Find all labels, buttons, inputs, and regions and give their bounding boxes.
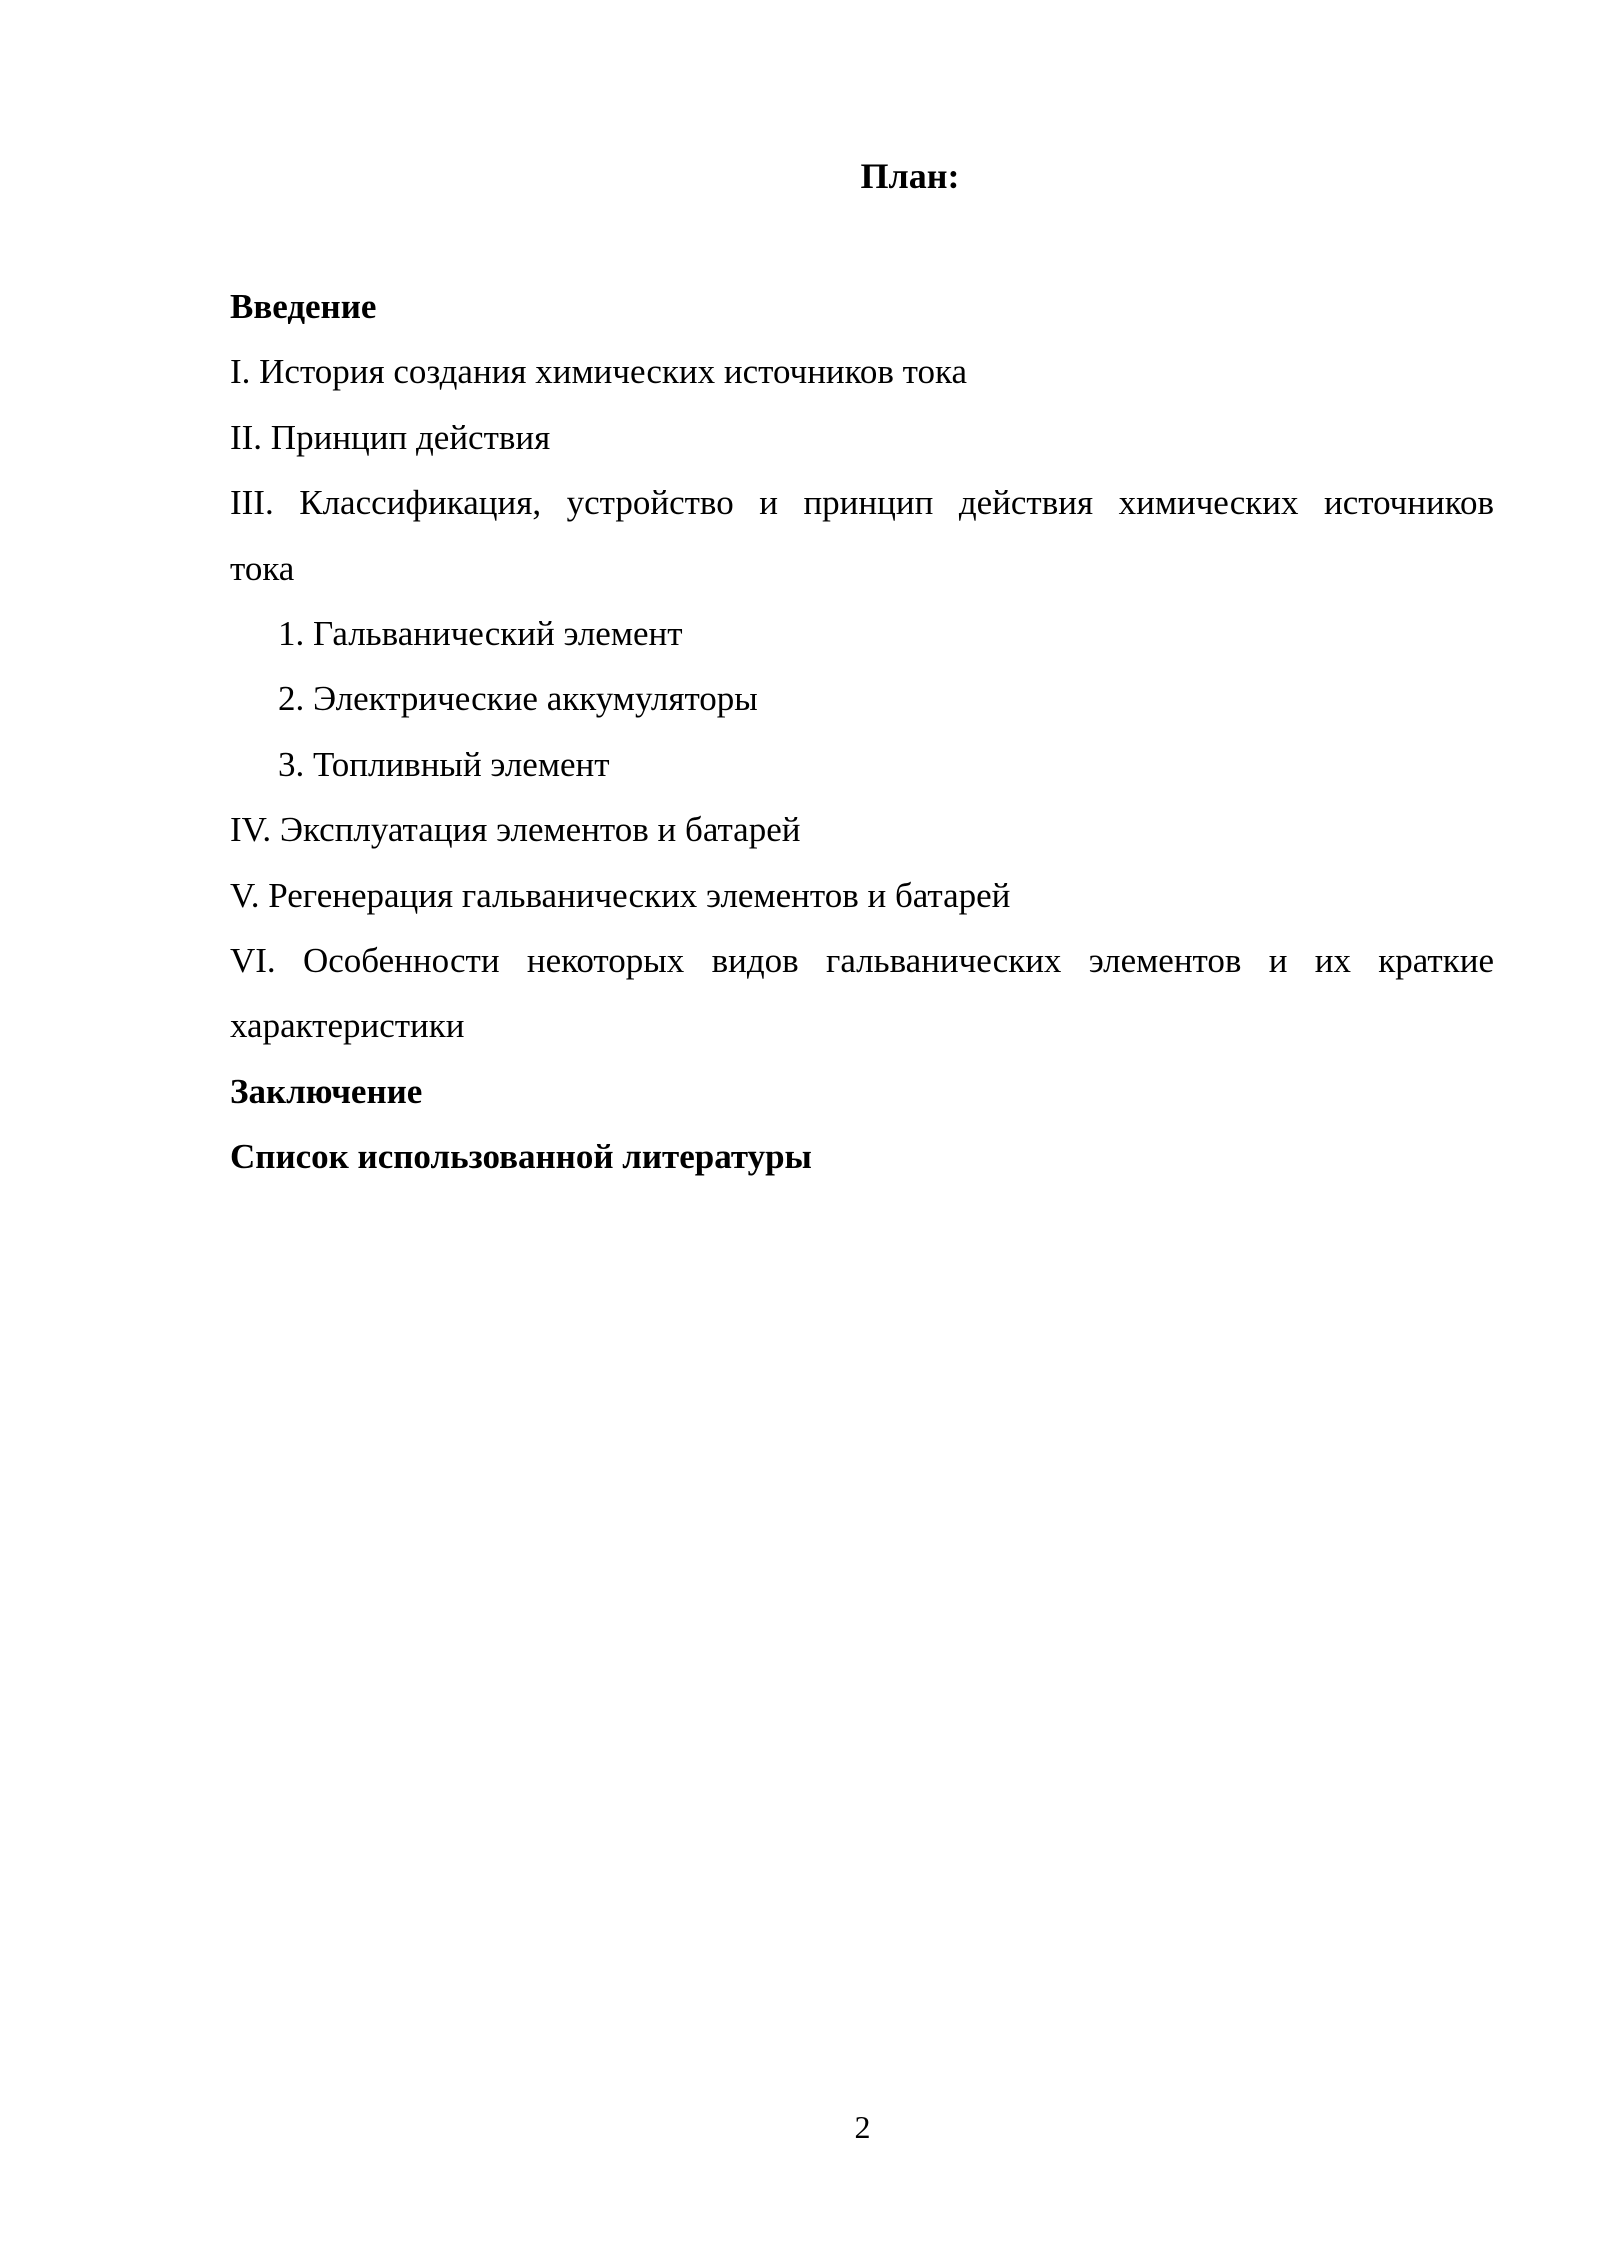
toc-item-references: Список использованной литературы [230,1137,812,1177]
toc-item-principle: II. Принцип действия [230,417,551,457]
toc-item-features: VI. Особенности некоторых видов гальванических элементов и их краткие [230,940,1494,980]
page-number: 2 [854,2109,871,2145]
toc-subitem-galvanic-cell: 1. Гальванический элемент [278,613,683,653]
toc-item-regeneration: V. Регенерация гальванических элементов и батарей [230,875,1011,915]
toc-item-introduction: Введение [230,287,377,326]
toc-item-operation: IV. Эксплуатация элементов и батарей [230,810,801,850]
toc-subitem-fuel-cell: 3. Топливный элемент [278,744,610,784]
toc-item-history: I. История создания химических источников тока [230,352,967,392]
toc-item-features-continued: характеристики [230,1006,465,1046]
table-of-contents [230,282,1494,1197]
toc-subitem-accumulators: 2. Электрические аккумуляторы [278,679,758,719]
toc-item-classification-continued: тока [230,548,295,588]
page-title: План: [860,156,960,196]
toc-item-conclusion: Заключение [230,1071,423,1111]
toc-item-classification: III. Классификация, устройство и принцип действия химических источников [230,483,1494,523]
